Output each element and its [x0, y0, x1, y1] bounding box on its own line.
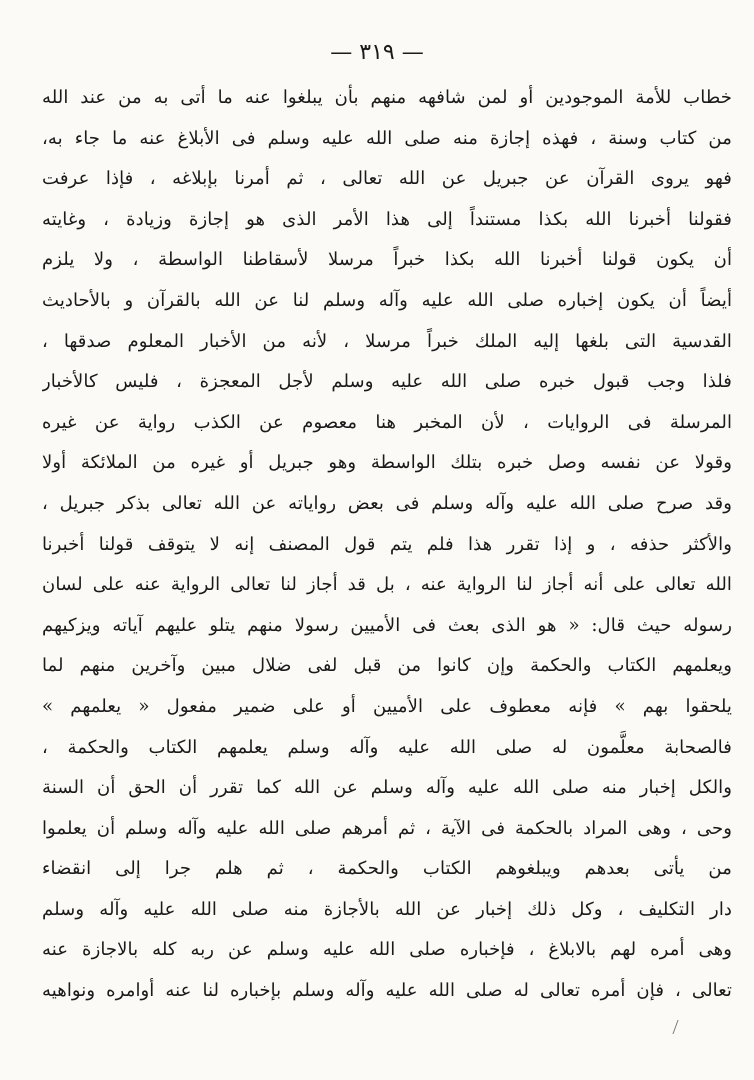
- text-line: تعالى ، فإن أمره تعالى له صلى الله عليه وآله وسلم بإخباره لنا عنه أوامره ونواهيه: [42, 980, 732, 1002]
- text-line: ويعلمهم الكتاب والحكمة وإن كانوا من قبل لفى ضلال مبين وآخرين منهم لما: [42, 655, 732, 677]
- page-number: — ٣١٩ —: [330, 40, 424, 65]
- text-line: وقد صرح صلى الله عليه وآله وسلم فى بعض رواياته عن الله تعالى بذكر جبريل ،: [42, 492, 732, 514]
- stray-pen-mark: [672, 1020, 686, 1034]
- text-line: وهى أمره لهم بالابلاغ ، فإخباره صلى الله عليه وسلم عن ربه كله بالاجازة عنه: [42, 939, 732, 961]
- text-line: خطاب للأمة الموجودين أو لمن شافهه منهم بأن يبلغوا عنه ما أتى به من عند الله: [42, 87, 732, 108]
- text-line: من كتاب وسنة ، فهذه إجازة منه صلى الله عليه وسلم فى الأبلاغ عنه ما جاء به،: [42, 127, 732, 149]
- text-line: القدسية التى بلغها إليه الملك خبراً مرسلا ، لأنه من الأخبار المعلوم صدقها ،: [42, 330, 732, 352]
- text-line: فهو يروى القرآن عن جبريل عن الله تعالى ، ثم أمرنا بإبلاغه ، فإذا عرفت: [42, 168, 732, 190]
- text-line: الله تعالى على أنه أجاز لنا الرواية عنه ، بل قد أجاز لنا تعالى الرواية عنه على لسان: [42, 574, 732, 596]
- text-line: وحى ، وهى المراد بالحكمة فى الآية ، ثم أمرهم صلى الله عليه وآله وسلم أن يعلموا: [42, 817, 732, 839]
- text-line: فقولنا أخبرنا الله بكذا مستنداً إلى هذا الأمر الذى هو إجازة وزيادة ، وغايته: [42, 208, 732, 230]
- page-body: [42, 78, 732, 1012]
- text-line: المرسلة فى الروايات ، لأن المخبر هنا معصوم عن الكذب رواية عن غيره: [42, 411, 732, 433]
- text-line: وقولا عن نفسه وصل خبره بتلك الواسطة وهو جبريل أو غيره من الملائكة أولا: [42, 452, 732, 474]
- text-line: أيضاً أن يكون إخباره صلى الله عليه وآله وسلم لنا عن الله بالقرآن و بالأحاديث: [42, 289, 732, 311]
- text-line: والأكثر حذفه ، و إذا تقرر هذا فلم يتم قول المصنف إنه لا يتوقف قولنا أخبرنا: [42, 533, 732, 555]
- text-line: من يأتى بعدهم ويبلغوهم الكتاب والحكمة ، ثم هلم جرا إلى انقضاء: [42, 858, 732, 880]
- text-line: دار التكليف ، وكل ذلك إخبار عن الله بالأجازة منه صلى الله عليه وآله وسلم: [42, 898, 732, 920]
- text-line: والكل إخبار منه صلى الله عليه وآله وسلم عن الله كما تقرر أن الحق أن السنة: [42, 777, 732, 799]
- text-line: أن يكون قولنا أخبرنا الله بكذا خبراً مرسلا لأسقاطنا الواسطة ، ولا يلزم: [42, 249, 732, 271]
- text-line: رسوله حيث قال: « هو الذى بعث فى الأميين رسولا منهم يتلو عليهم آياته ويزكيهم: [42, 614, 732, 636]
- text-line: فالصحابة معلَّمون له صلى الله عليه وآله وسلم يعلمهم الكتاب والحكمة ،: [42, 736, 732, 758]
- text-line: يلحقوا بهم » فإنه معطوف على الأميين أو على ضمير مفعول « يعلمهم »: [42, 695, 732, 717]
- text-line: فلذا وجب قبول خبره صلى الله عليه وسلم لأجل المعجزة ، فليس كالأخبار: [42, 371, 732, 393]
